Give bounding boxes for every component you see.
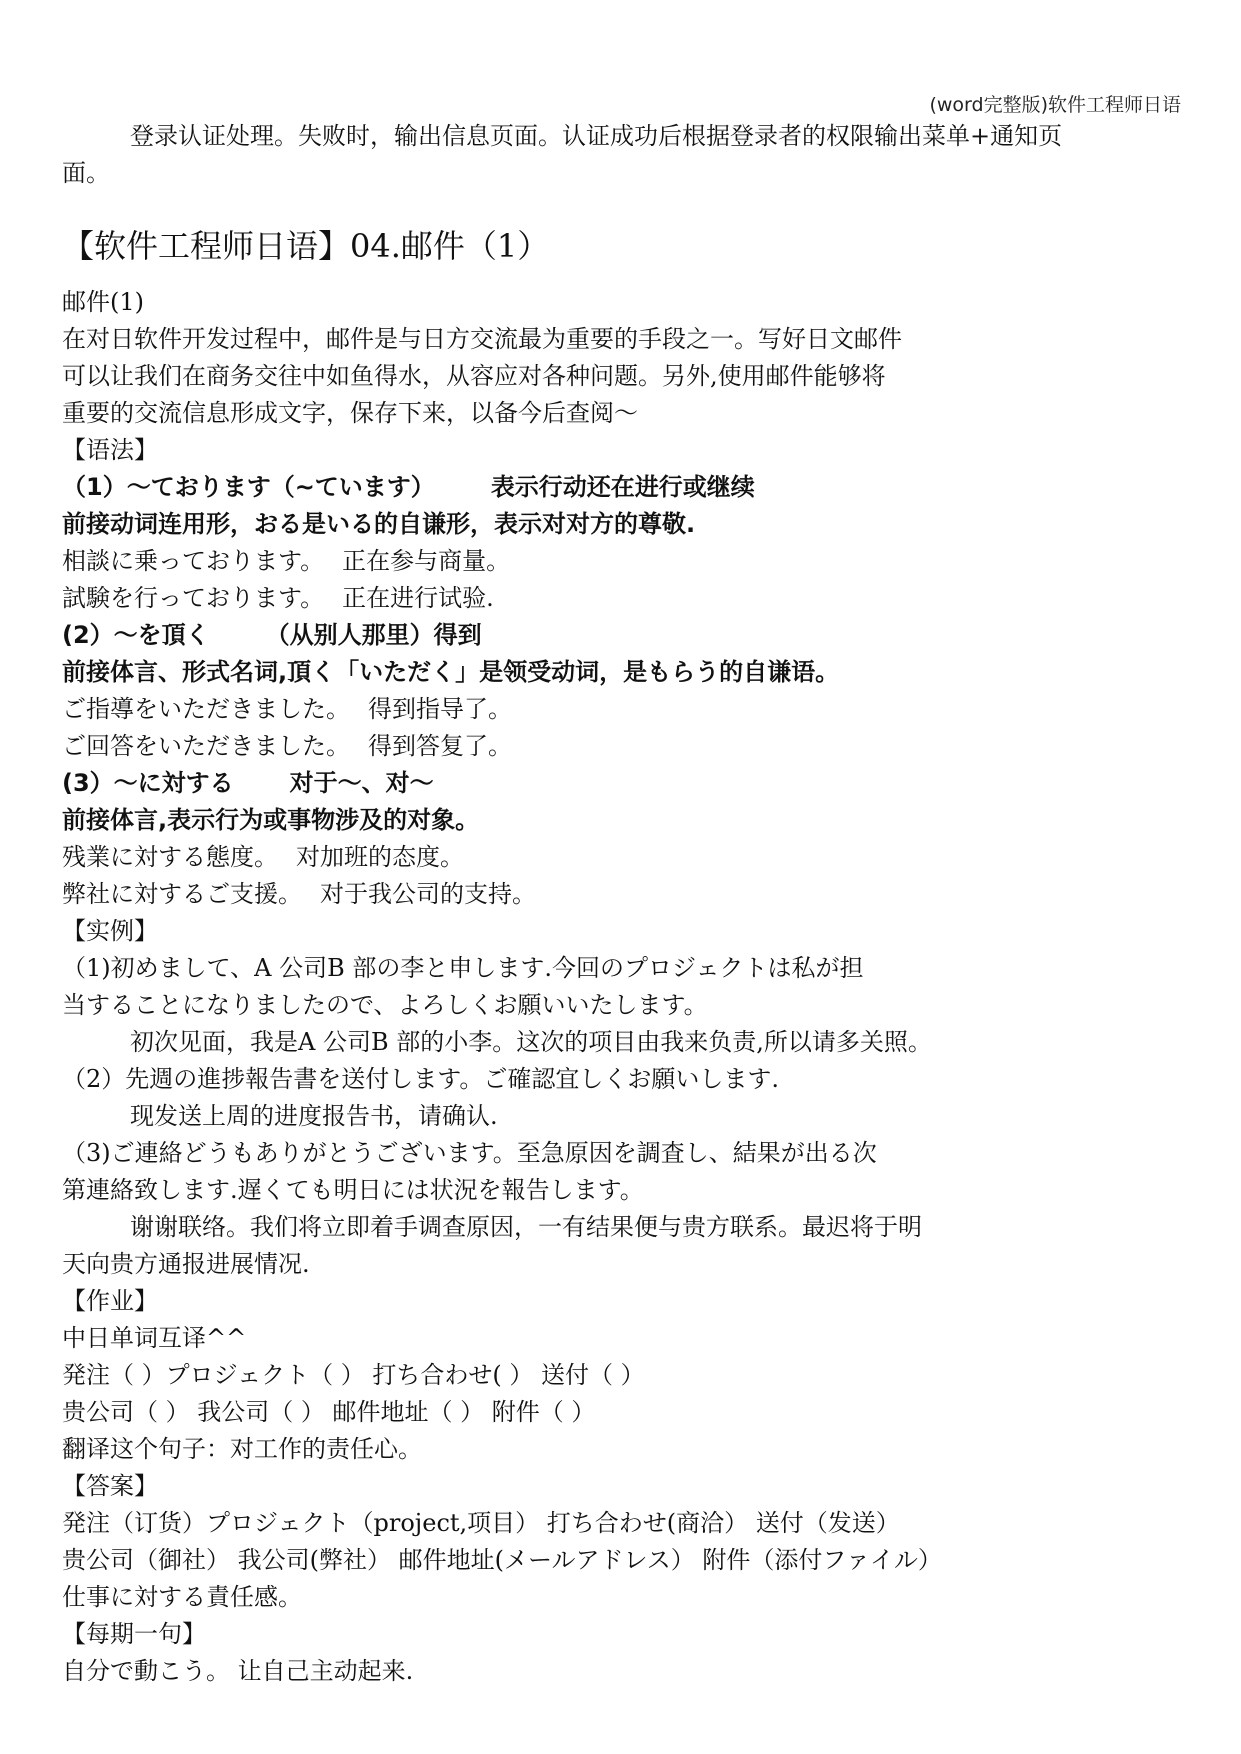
example-jp: 相談に乗っております。 — [62, 547, 325, 575]
example-line: 当することになりましたので、よろしくお願いいたします。 — [62, 991, 708, 1019]
grammar-3-pattern: (3）～に対する — [62, 769, 234, 797]
example-line: 谢谢联络。我们将立即着手调查原因，一有结果便与贵方联系。最迟将于明 — [130, 1213, 922, 1241]
article-title: 【软件工程师日语】04.邮件（1） — [62, 227, 550, 265]
grammar-3-note: 前接体言,表示行为或事物涉及的对象。 — [62, 806, 480, 834]
grammar-2-note: 前接体言、形式名词,頂く「いただく」是领受动词，是もらう的自谦语。 — [62, 658, 840, 686]
example-line: （1)初めまして、A 公司B 部の李と申します.今回のプロジェクトは私が担 — [62, 954, 864, 982]
grammar-3-meaning: 对于～、对～ — [289, 769, 434, 797]
answer-line: 仕事に対する責任感。 — [62, 1583, 302, 1611]
example-line: 初次见面，我是A 公司B 部的小李。这次的项目由我来负责,所以请多关照。 — [130, 1028, 932, 1056]
example-line: 第連絡致します.遅くても明日には状況を報告します。 — [62, 1176, 644, 1204]
running-header: (word完整版)软件工程师日语 — [929, 94, 1181, 116]
answers-heading: 【答案】 — [62, 1472, 158, 1500]
grammar-2-meaning: （从别人那里）得到 — [265, 621, 482, 649]
grammar-2-example — [62, 691, 1182, 728]
answer-line: 贵公司（御社） 我公司(弊社） 邮件地址(メールアドレス） 附件（添付ファイル） — [62, 1546, 942, 1574]
example-line: 天向贵方通报进展情况. — [62, 1250, 310, 1278]
homework-line: 贵公司（ ） 我公司（ ） 邮件地址（ ） 附件（ ） — [62, 1398, 596, 1426]
grammar-1-pattern: （1）～ております（~ています） — [62, 473, 435, 501]
example-jp: 弊社に対するご支援。 — [62, 880, 302, 908]
lead-line: 可以让我们在商务交往中如鱼得水，从容应对各种问题。另外,使用邮件能够将 — [62, 362, 886, 390]
grammar-1-meaning: 表示行动还在进行或继续 — [490, 473, 755, 501]
example-cn: 得到指导了。 — [368, 695, 512, 723]
example-line: 现发送上周的进度报告书，请确认. — [130, 1102, 498, 1130]
grammar-3-title — [62, 765, 1182, 802]
example-jp: 残業に対する態度。 — [62, 843, 278, 871]
example-jp: 試験を行っております。 — [62, 584, 325, 612]
example-line: （2）先週の進捗報告書を送付します。ご確認宜しくお願いします. — [62, 1065, 779, 1093]
grammar-2-pattern: (2）～を頂く — [62, 621, 210, 649]
grammar-1-example — [62, 543, 1182, 580]
grammar-2-example — [62, 728, 1182, 765]
examples-heading: 【实例】 — [62, 917, 158, 945]
homework-line: 発注（ ）プロジェクト（ ） 打ち合わせ( ） 送付（ ） — [62, 1361, 645, 1389]
grammar-heading: 【语法】 — [62, 436, 158, 464]
example-cn: 得到答复了。 — [368, 732, 512, 760]
grammar-3-example — [62, 839, 1182, 876]
example-line: （3)ご連絡どうもありがとうございます。至急原因を調査し、結果が出る次 — [62, 1139, 877, 1167]
grammar-1-title — [62, 469, 1182, 506]
grammar-1-example — [62, 580, 1182, 617]
homework-line: 翻译这个句子：对工作的责任心。 — [62, 1435, 422, 1463]
grammar-2-title — [62, 617, 1182, 654]
daily-line: 自分で動こう。 让自己主动起来. — [62, 1657, 414, 1685]
grammar-3-example — [62, 876, 1182, 913]
lead-line: 邮件(1) — [62, 288, 144, 316]
homework-heading: 【作业】 — [62, 1287, 158, 1315]
daily-heading: 【每期一句】 — [62, 1620, 206, 1648]
example-cn: 对加班的态度。 — [296, 843, 464, 871]
example-cn: 对于我公司的支持。 — [320, 880, 536, 908]
homework-line: 中日单词互译^^ — [62, 1324, 247, 1352]
example-cn: 正在参与商量。 — [342, 547, 511, 575]
intro-line: 登录认证处理。失败时，输出信息页面。认证成功后根据登录者的权限输出菜单+通知页 — [130, 122, 1063, 150]
lead-line: 在对日软件开发过程中，邮件是与日方交流最为重要的手段之一。写好日文邮件 — [62, 325, 902, 353]
intro-line: 面。 — [62, 159, 110, 187]
answer-line: 発注（订货）プロジェクト（project,项目） 打ち合わせ(商洽） 送付（发送） — [62, 1509, 900, 1537]
example-jp: ご回答をいただきました。 — [62, 732, 350, 760]
example-cn: 正在进行试验. — [342, 584, 494, 612]
lead-line: 重要的交流信息形成文字，保存下来，以备今后查阅～ — [62, 399, 638, 427]
example-jp: ご指導をいただきました。 — [62, 695, 350, 723]
grammar-1-note: 前接动词连用形，おる是いる的自谦形，表示对对方的尊敬. — [62, 510, 696, 538]
document-body — [62, 118, 1182, 1690]
